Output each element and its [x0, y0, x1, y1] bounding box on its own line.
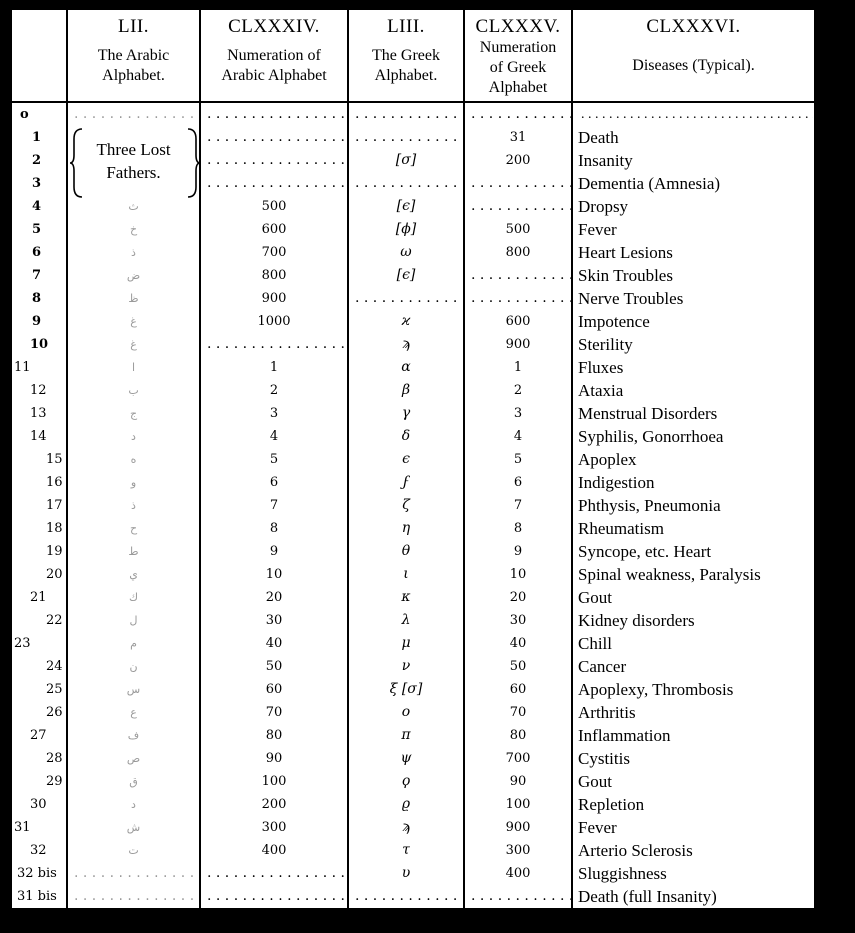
greek-numeration: 8: [513, 521, 523, 536]
header-label: Alphabet.: [102, 67, 165, 84]
greek-letter: ϡ: [401, 819, 411, 835]
disease: Arterio Sclerosis: [578, 841, 693, 860]
header-roman: CLXXXIV.: [228, 16, 320, 37]
greek-letter: ϡ: [401, 336, 411, 352]
table-row: [12, 241, 814, 264]
disease: Heart Lesions: [578, 243, 673, 262]
disease: Indigestion: [578, 473, 655, 492]
arabic-numeration: 800: [261, 268, 287, 283]
arabic-letter: ص: [126, 752, 141, 765]
row-number: 4: [32, 199, 42, 214]
greek-letter: λ: [401, 612, 411, 628]
arabic-letter: د: [131, 798, 136, 811]
disease: Death (full Insanity): [578, 887, 717, 906]
arabic-numeration-dotted-leader: [201, 885, 347, 908]
row-number: 11: [14, 360, 31, 375]
table-row: [12, 586, 814, 609]
table-row: [12, 356, 814, 379]
table-row: [12, 379, 814, 402]
greek-numeration: 30: [509, 613, 527, 628]
arabic-numeration: 1000: [257, 314, 291, 329]
greek-numeration: 800: [505, 245, 531, 260]
greek-letter: ϱ: [401, 796, 411, 812]
table-row: [12, 310, 814, 333]
arabic-letter: غ: [130, 315, 137, 328]
greek-numeration: 300: [505, 843, 531, 858]
row-number: 22: [46, 613, 63, 628]
arabic-numeration-dotted-leader: [201, 149, 347, 172]
header-arabic-numeration: [201, 10, 347, 101]
arabic-letter: ا: [131, 361, 136, 374]
arabic-numeration: 30: [265, 613, 283, 628]
disease: Skin Troubles: [578, 266, 673, 285]
greek-numeration-dotted-leader: [465, 103, 571, 126]
disease: Sluggishness: [578, 864, 667, 883]
disease: Chill: [578, 634, 613, 653]
header-label: Numeration: [479, 39, 557, 56]
lost-fathers-line: Fathers.: [106, 163, 161, 182]
arabic-letter: ل: [129, 614, 138, 627]
table-row: [12, 333, 814, 356]
table-row: [12, 287, 814, 310]
arabic-numeration: 50: [265, 659, 283, 674]
greek-numeration: 500: [505, 222, 531, 237]
left-brace-icon: [70, 127, 84, 199]
header-arabic-alphabet: [68, 10, 199, 101]
arabic-numeration: 900: [261, 291, 287, 306]
header-label: The Greek: [372, 47, 440, 64]
greek-numeration: 80: [509, 728, 527, 743]
greek-letter: ϰ: [401, 313, 411, 329]
right-brace-icon: [186, 127, 200, 199]
greek-numeration: 5: [513, 452, 523, 467]
row-number: 23: [14, 636, 31, 651]
greek-letter: δ: [401, 428, 411, 444]
greek-letter: [ϕ]: [395, 221, 417, 237]
greek-numeration: 600: [505, 314, 531, 329]
disease: Fever: [578, 818, 617, 837]
greek-numeration: 40: [509, 636, 527, 651]
disease: Rheumatism: [578, 519, 664, 538]
arabic-numeration: 7: [269, 498, 279, 513]
arabic-numeration-dotted-leader: [201, 172, 347, 195]
row-number: 29: [46, 774, 63, 789]
arabic-letter-dotted-leader: [68, 885, 199, 908]
arabic-numeration: 9: [269, 544, 279, 559]
row-number: 19: [46, 544, 63, 559]
greek-letter-dotted-leader: [349, 172, 463, 195]
greek-letter: α: [401, 359, 411, 375]
greek-numeration: 70: [509, 705, 527, 720]
greek-numeration: 90: [509, 774, 527, 789]
table-row: [12, 885, 814, 908]
greek-letter: μ: [401, 635, 411, 651]
greek-letter: ο: [401, 704, 411, 720]
disease: Apoplexy, Thrombosis: [578, 680, 734, 699]
disease: Inflammation: [578, 726, 671, 745]
arabic-letter: غ: [130, 338, 137, 351]
greek-numeration: 900: [505, 820, 531, 835]
header-label: Alphabet.: [374, 67, 438, 84]
table-row: [12, 103, 814, 126]
disease-dotted-leader: [575, 103, 813, 126]
disease: Dropsy: [578, 197, 629, 216]
arabic-numeration: 100: [261, 774, 287, 789]
arabic-numeration: 500: [261, 199, 287, 214]
row-number: 31: [14, 820, 31, 835]
arabic-numeration: 2: [269, 383, 279, 398]
row-number: 9: [32, 314, 42, 329]
header-diseases: [573, 10, 814, 101]
arabic-numeration: 80: [265, 728, 283, 743]
greek-letter-dotted-leader: [349, 885, 463, 908]
row-number: 18: [46, 521, 63, 536]
greek-numeration: 2: [513, 383, 523, 398]
table-row: [12, 448, 814, 471]
greek-letter: ω: [400, 244, 412, 260]
arabic-numeration: 1: [269, 360, 279, 375]
arabic-numeration: 70: [265, 705, 283, 720]
row-number: 32 bis: [17, 866, 57, 881]
disease: Fluxes: [578, 358, 624, 377]
header-label: Arabic Alphabet: [221, 67, 327, 84]
disease: Cystitis: [578, 749, 630, 768]
arabic-numeration: 60: [265, 682, 283, 697]
disease: Spinal weakness, Paralysis: [578, 565, 761, 584]
table-row: [12, 839, 814, 862]
row-number: 17: [46, 498, 63, 513]
arabic-letter: ي: [129, 568, 138, 581]
arabic-letter-dotted-leader: [68, 862, 199, 885]
arabic-numeration-dotted-leader: [201, 126, 347, 149]
table-row: [12, 471, 814, 494]
greek-letter: ϝ: [402, 474, 410, 490]
greek-letter-dotted-leader: [349, 103, 463, 126]
arabic-letter: س: [126, 683, 141, 696]
greek-letter: τ: [402, 842, 410, 858]
disease: Insanity: [578, 151, 633, 170]
greek-numeration: 31: [509, 130, 527, 145]
row-number: 30: [30, 797, 47, 812]
disease: Apoplex: [578, 450, 637, 469]
arabic-letter: ظ: [128, 292, 139, 305]
arabic-letter: ف: [127, 729, 140, 742]
arabic-letter: خ: [129, 223, 138, 236]
greek-numeration: 9: [513, 544, 523, 559]
greek-numeration: 3: [513, 406, 523, 421]
greek-numeration: 4: [513, 429, 523, 444]
greek-numeration: 1: [513, 360, 523, 375]
table-row: [12, 264, 814, 287]
disease: Fever: [578, 220, 617, 239]
greek-letter: ι: [403, 566, 409, 582]
row-number: 16: [46, 475, 63, 490]
table-row: [12, 494, 814, 517]
arabic-letter: ج: [129, 407, 138, 420]
disease: Repletion: [578, 795, 645, 814]
table-row: [12, 655, 814, 678]
header-greek-numeration: [465, 10, 571, 101]
table-row: [12, 816, 814, 839]
greek-letter: γ: [401, 405, 411, 421]
table-row: [12, 632, 814, 655]
table-row: [12, 402, 814, 425]
disease: Kidney disorders: [578, 611, 695, 630]
greek-letter: κ: [401, 589, 411, 605]
arabic-letter: ذ: [131, 246, 136, 259]
greek-numeration-dotted-leader: [465, 195, 571, 218]
row-number: o: [20, 107, 29, 122]
row-number: 3: [32, 176, 42, 191]
greek-numeration: 10: [509, 567, 527, 582]
greek-letter: η: [401, 520, 411, 536]
table-row: [12, 540, 814, 563]
greek-numeration: 50: [509, 659, 527, 674]
table-row: [12, 678, 814, 701]
header-label: of Greek: [489, 59, 547, 76]
arabic-numeration: 20: [265, 590, 283, 605]
row-number: 14: [30, 429, 47, 444]
greek-numeration: 900: [505, 337, 531, 352]
disease: Cancer: [578, 657, 627, 676]
row-number: 7: [32, 268, 42, 283]
arabic-numeration: 400: [261, 843, 287, 858]
arabic-letter: و: [130, 476, 137, 489]
table-row: [12, 770, 814, 793]
greek-letter: ξ [σ]: [389, 681, 423, 697]
row-number: 6: [32, 245, 42, 260]
arabic-letter: ك: [128, 591, 139, 604]
greek-letter: ψ: [400, 750, 412, 766]
row-number: 24: [46, 659, 63, 674]
disease: Dementia (Amnesia): [578, 174, 721, 193]
arabic-letter: ث: [128, 200, 139, 213]
arabic-letter: ت: [128, 844, 139, 857]
disease: Death: [578, 128, 619, 147]
arabic-numeration-dotted-leader: [201, 862, 347, 885]
greek-letter: ϵ: [402, 451, 410, 467]
header-label: Alphabet: [488, 79, 548, 96]
arabic-numeration: 6: [269, 475, 279, 490]
arabic-numeration: 10: [265, 567, 283, 582]
arabic-numeration: 5: [269, 452, 279, 467]
greek-numeration-dotted-leader: [465, 264, 571, 287]
arabic-letter: ذ: [131, 499, 136, 512]
arabic-numeration: 8: [269, 521, 279, 536]
header-roman: CLXXXV.: [475, 16, 561, 37]
header-label: Diseases (Typical).: [632, 57, 755, 74]
row-number: 1: [32, 130, 42, 145]
disease: Arthritis: [578, 703, 636, 722]
disease: Gout: [578, 772, 612, 791]
greek-numeration: 200: [505, 153, 531, 168]
arabic-numeration: 300: [261, 820, 287, 835]
correspondence-table: [12, 10, 814, 908]
greek-letter-dotted-leader: [349, 126, 463, 149]
row-number: 27: [30, 728, 47, 743]
greek-letter: [σ]: [395, 152, 417, 168]
arabic-numeration: 40: [265, 636, 283, 651]
arabic-numeration: 4: [269, 429, 279, 444]
greek-letter: [ϵ]: [396, 267, 416, 283]
greek-numeration-dotted-leader: [465, 172, 571, 195]
greek-numeration: 6: [513, 475, 523, 490]
header-greek-alphabet: [349, 10, 463, 101]
greek-letter: υ: [401, 865, 411, 881]
arabic-letter: ض: [126, 269, 141, 282]
arabic-numeration: 90: [265, 751, 283, 766]
arabic-numeration-dotted-leader: [201, 333, 347, 356]
arabic-letter: ع: [130, 706, 137, 719]
row-number: 8: [32, 291, 42, 306]
arabic-numeration-dotted-leader: [201, 103, 347, 126]
row-number: 13: [30, 406, 47, 421]
arabic-letter-dotted-leader: [68, 103, 199, 126]
greek-numeration: 20: [509, 590, 527, 605]
arabic-letter: ق: [129, 775, 138, 788]
header-label: The Arabic: [97, 47, 170, 64]
arabic-letter: ط: [128, 545, 139, 558]
greek-letter: [ϵ]: [396, 198, 416, 214]
row-number: 15: [46, 452, 63, 467]
header-roman: LIII.: [387, 16, 425, 37]
arabic-letter: د: [131, 430, 136, 443]
arabic-letter: ب: [128, 384, 139, 397]
table-row: [12, 218, 814, 241]
row-number: 20: [46, 567, 63, 582]
greek-letter: ν: [401, 658, 411, 674]
table-row: [12, 747, 814, 770]
row-number: 25: [46, 682, 63, 697]
greek-numeration: 7: [513, 498, 523, 513]
row-number: 12: [30, 383, 47, 398]
disease: Ataxia: [578, 381, 624, 400]
disease: Menstrual Disorders: [578, 404, 718, 423]
table-row: [12, 609, 814, 632]
greek-letter: ζ: [402, 497, 410, 513]
arabic-letter: ح: [129, 522, 138, 535]
arabic-letter: ن: [129, 660, 138, 673]
row-number: 32: [30, 843, 47, 858]
row-number: 2: [32, 153, 42, 168]
lost-fathers-line: Three Lost: [96, 140, 171, 159]
row-number: 26: [46, 705, 63, 720]
greek-numeration: 100: [505, 797, 531, 812]
header-label: Numeration of: [227, 47, 321, 64]
table-row: [12, 793, 814, 816]
disease: Sterility: [578, 335, 633, 354]
arabic-letter: م: [130, 637, 137, 650]
arabic-numeration: 3: [269, 406, 279, 421]
disease: Phthysis, Pneumonia: [578, 496, 721, 515]
table-row: [12, 517, 814, 540]
table-row: [12, 425, 814, 448]
row-number: 21: [30, 590, 47, 605]
disease: Syphilis, Gonorrhoea: [578, 427, 724, 446]
row-number: 5: [32, 222, 42, 237]
greek-letter: β: [401, 382, 411, 398]
disease: Impotence: [578, 312, 650, 331]
arabic-numeration: 200: [261, 797, 287, 812]
table-row: [12, 862, 814, 885]
greek-numeration: 400: [505, 866, 531, 881]
arabic-letter: ش: [126, 821, 141, 834]
greek-numeration-dotted-leader: [465, 287, 571, 310]
greek-numeration: 60: [509, 682, 527, 697]
row-number: 31 bis: [17, 889, 57, 904]
header-roman: CLXXXVI.: [646, 16, 741, 37]
row-number: 28: [46, 751, 63, 766]
disease: Nerve Troubles: [578, 289, 684, 308]
greek-letter: θ: [401, 543, 411, 559]
greek-numeration-dotted-leader: [465, 885, 571, 908]
greek-letter: ϙ: [401, 773, 411, 789]
greek-letter-dotted-leader: [349, 287, 463, 310]
arabic-letter: ه: [130, 453, 137, 466]
three-lost-fathers-bracket: [68, 127, 199, 199]
greek-letter: π: [401, 727, 411, 743]
table-row: [12, 563, 814, 586]
greek-numeration: 700: [505, 751, 531, 766]
table-row: [12, 724, 814, 747]
table-row: [12, 701, 814, 724]
disease: Syncope, etc. Heart: [578, 542, 712, 561]
arabic-numeration: 700: [261, 245, 287, 260]
row-number: 10: [30, 337, 49, 352]
header-roman: LII.: [117, 16, 149, 37]
arabic-numeration: 600: [261, 222, 287, 237]
disease: Gout: [578, 588, 612, 607]
